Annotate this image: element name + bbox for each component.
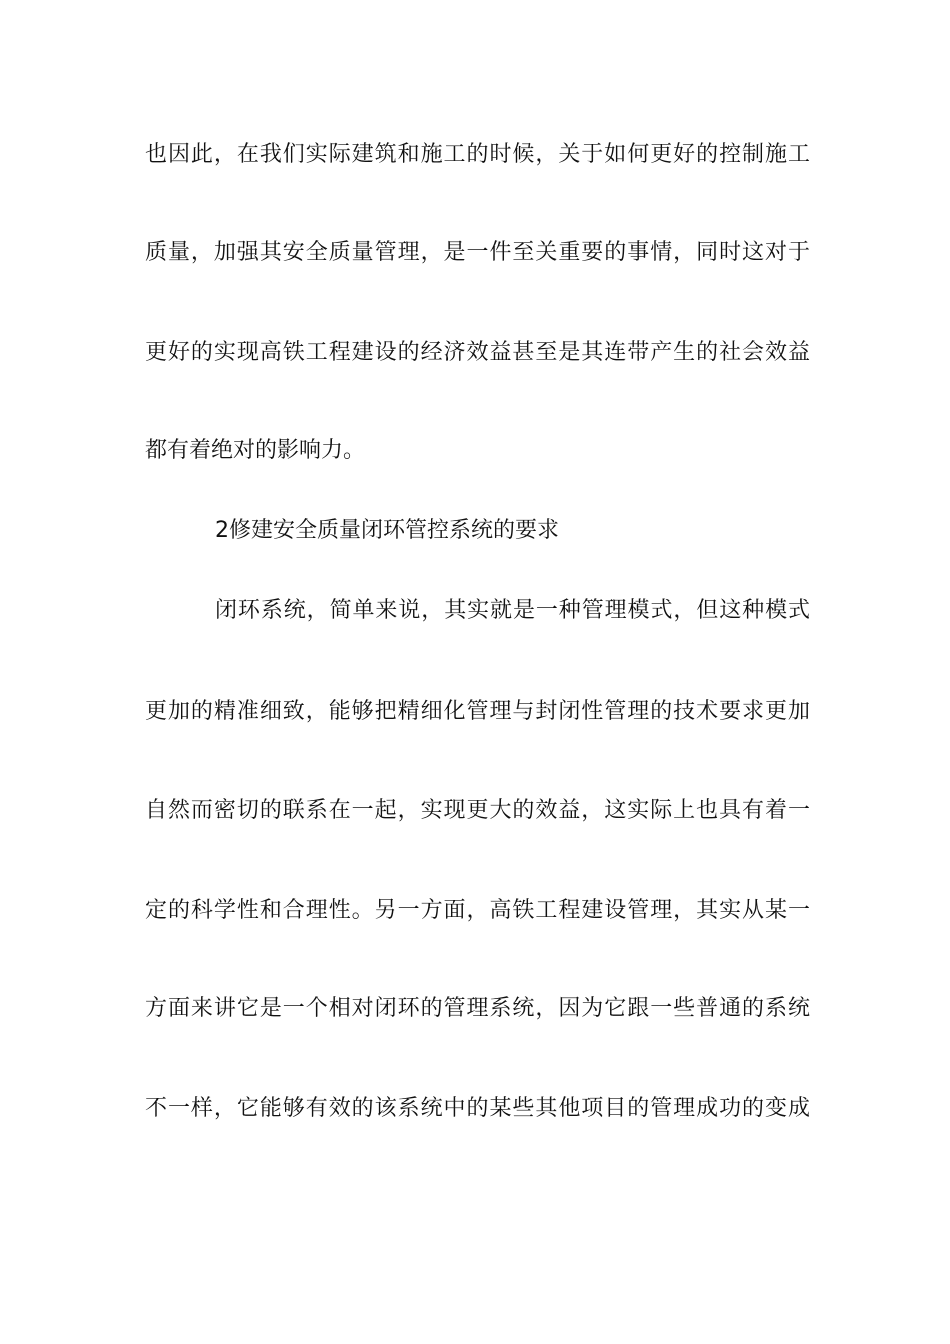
paragraph-2-line-2: 更加的精准细致，能够把精细化管理与封闭性管理的技术要求更加 xyxy=(145,699,810,724)
paragraph-1-line-2: 质量，加强其安全质量管理，是一件至关重要的事情，同时这对于 xyxy=(145,240,810,265)
section-heading: 2修建安全质量闭环管控系统的要求 xyxy=(215,518,559,543)
paragraph-1-line-1: 也因此，在我们实际建筑和施工的时候，关于如何更好的控制施工 xyxy=(145,142,810,167)
paragraph-2-line-5: 方面来讲它是一个相对闭环的管理系统，因为它跟一些普通的系统 xyxy=(145,996,810,1021)
paragraph-1-line-4: 都有着绝对的影响力。 xyxy=(145,438,366,463)
paragraph-2-line-1: 闭环系统，简单来说，其实就是一种管理模式，但这种模式 xyxy=(215,598,810,623)
paragraph-2-line-6: 不一样，它能够有效的该系统中的某些其他项目的管理成功的变成 xyxy=(145,1096,810,1121)
paragraph-1-line-3: 更好的实现高铁工程建设的经济效益甚至是其连带产生的社会效益 xyxy=(145,340,810,365)
paragraph-2-line-4: 定的科学性和合理性。另一方面，高铁工程建设管理，其实从某一 xyxy=(145,898,810,923)
paragraph-2-line-3: 自然而密切的联系在一起，实现更大的效益，这实际上也具有着一 xyxy=(145,798,810,823)
